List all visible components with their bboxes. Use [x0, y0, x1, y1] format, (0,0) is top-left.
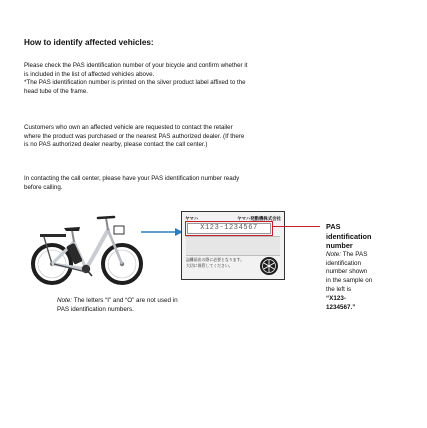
- explanation-number-line: “X123-: [326, 294, 346, 302]
- letters-note: [57, 296, 287, 314]
- text-line: head tube of the frame.: [24, 87, 88, 95]
- contact-paragraph: [24, 124, 406, 150]
- note-label: Note:: [57, 297, 73, 304]
- label-number: X123-1234567: [187, 223, 271, 234]
- label-middle-band: [186, 236, 280, 256]
- explanation-line: in the sample on: [326, 277, 373, 285]
- explanation-line: The PAS: [341, 250, 368, 258]
- yamaha-logo-icon: [259, 256, 279, 276]
- bicycle-illustration: [30, 212, 150, 290]
- note-label: Note:: [326, 250, 342, 258]
- text-line: Customers who own an affected vehicle are requested to contact the retailer: [24, 124, 233, 131]
- text-line: where the product was purchased or the nearest PAS authorized dealer. (If there: [24, 132, 245, 140]
- label-company-text: ヤマハ発動機株式会社: [237, 215, 281, 221]
- explanation-line: number shown: [326, 268, 368, 276]
- explanation-title-line: PAS: [326, 222, 341, 231]
- note-text: The letters “I” and “O” are not used in: [72, 297, 178, 304]
- leader-line: [272, 226, 320, 227]
- explanation-line: the left is: [326, 285, 352, 293]
- saddle: [64, 227, 80, 231]
- number-highlight-box: [185, 221, 273, 236]
- note-text: PAS identification numbers.: [57, 306, 134, 313]
- label-brand-text: ヤマハ: [185, 215, 199, 221]
- text-line: is no PAS authorized dealer nearby, please contact the call center.): [24, 141, 208, 149]
- text-line: Please check the PAS identification number of your bicycle and confirm whether it: [24, 62, 248, 69]
- text-line: is included in the list of affected vehicles above.: [24, 70, 155, 78]
- arrow-right-icon: [140, 226, 184, 238]
- text-line: In contacting the call center, please have your PAS identification number ready: [24, 175, 240, 182]
- label-note-line: 盗難届出の際に必要となります。: [186, 257, 245, 262]
- explanation-number-line: 1234567.”: [326, 303, 356, 311]
- explanation-title-line: identification: [326, 231, 372, 241]
- section-heading: How to identify affected vehicles:: [24, 38, 154, 47]
- label-note-line: 大切に保管してください。: [186, 263, 233, 268]
- instructions-paragraph: [24, 62, 406, 96]
- text-line: *The PAS identification number is printed on the silver product label affixed to the: [24, 79, 246, 87]
- call-center-paragraph: [24, 175, 406, 192]
- explanation-title-line: number: [326, 241, 353, 251]
- pas-number-explanation: [326, 222, 408, 312]
- explanation-line: identification: [326, 259, 362, 267]
- text-line: before calling.: [24, 183, 63, 191]
